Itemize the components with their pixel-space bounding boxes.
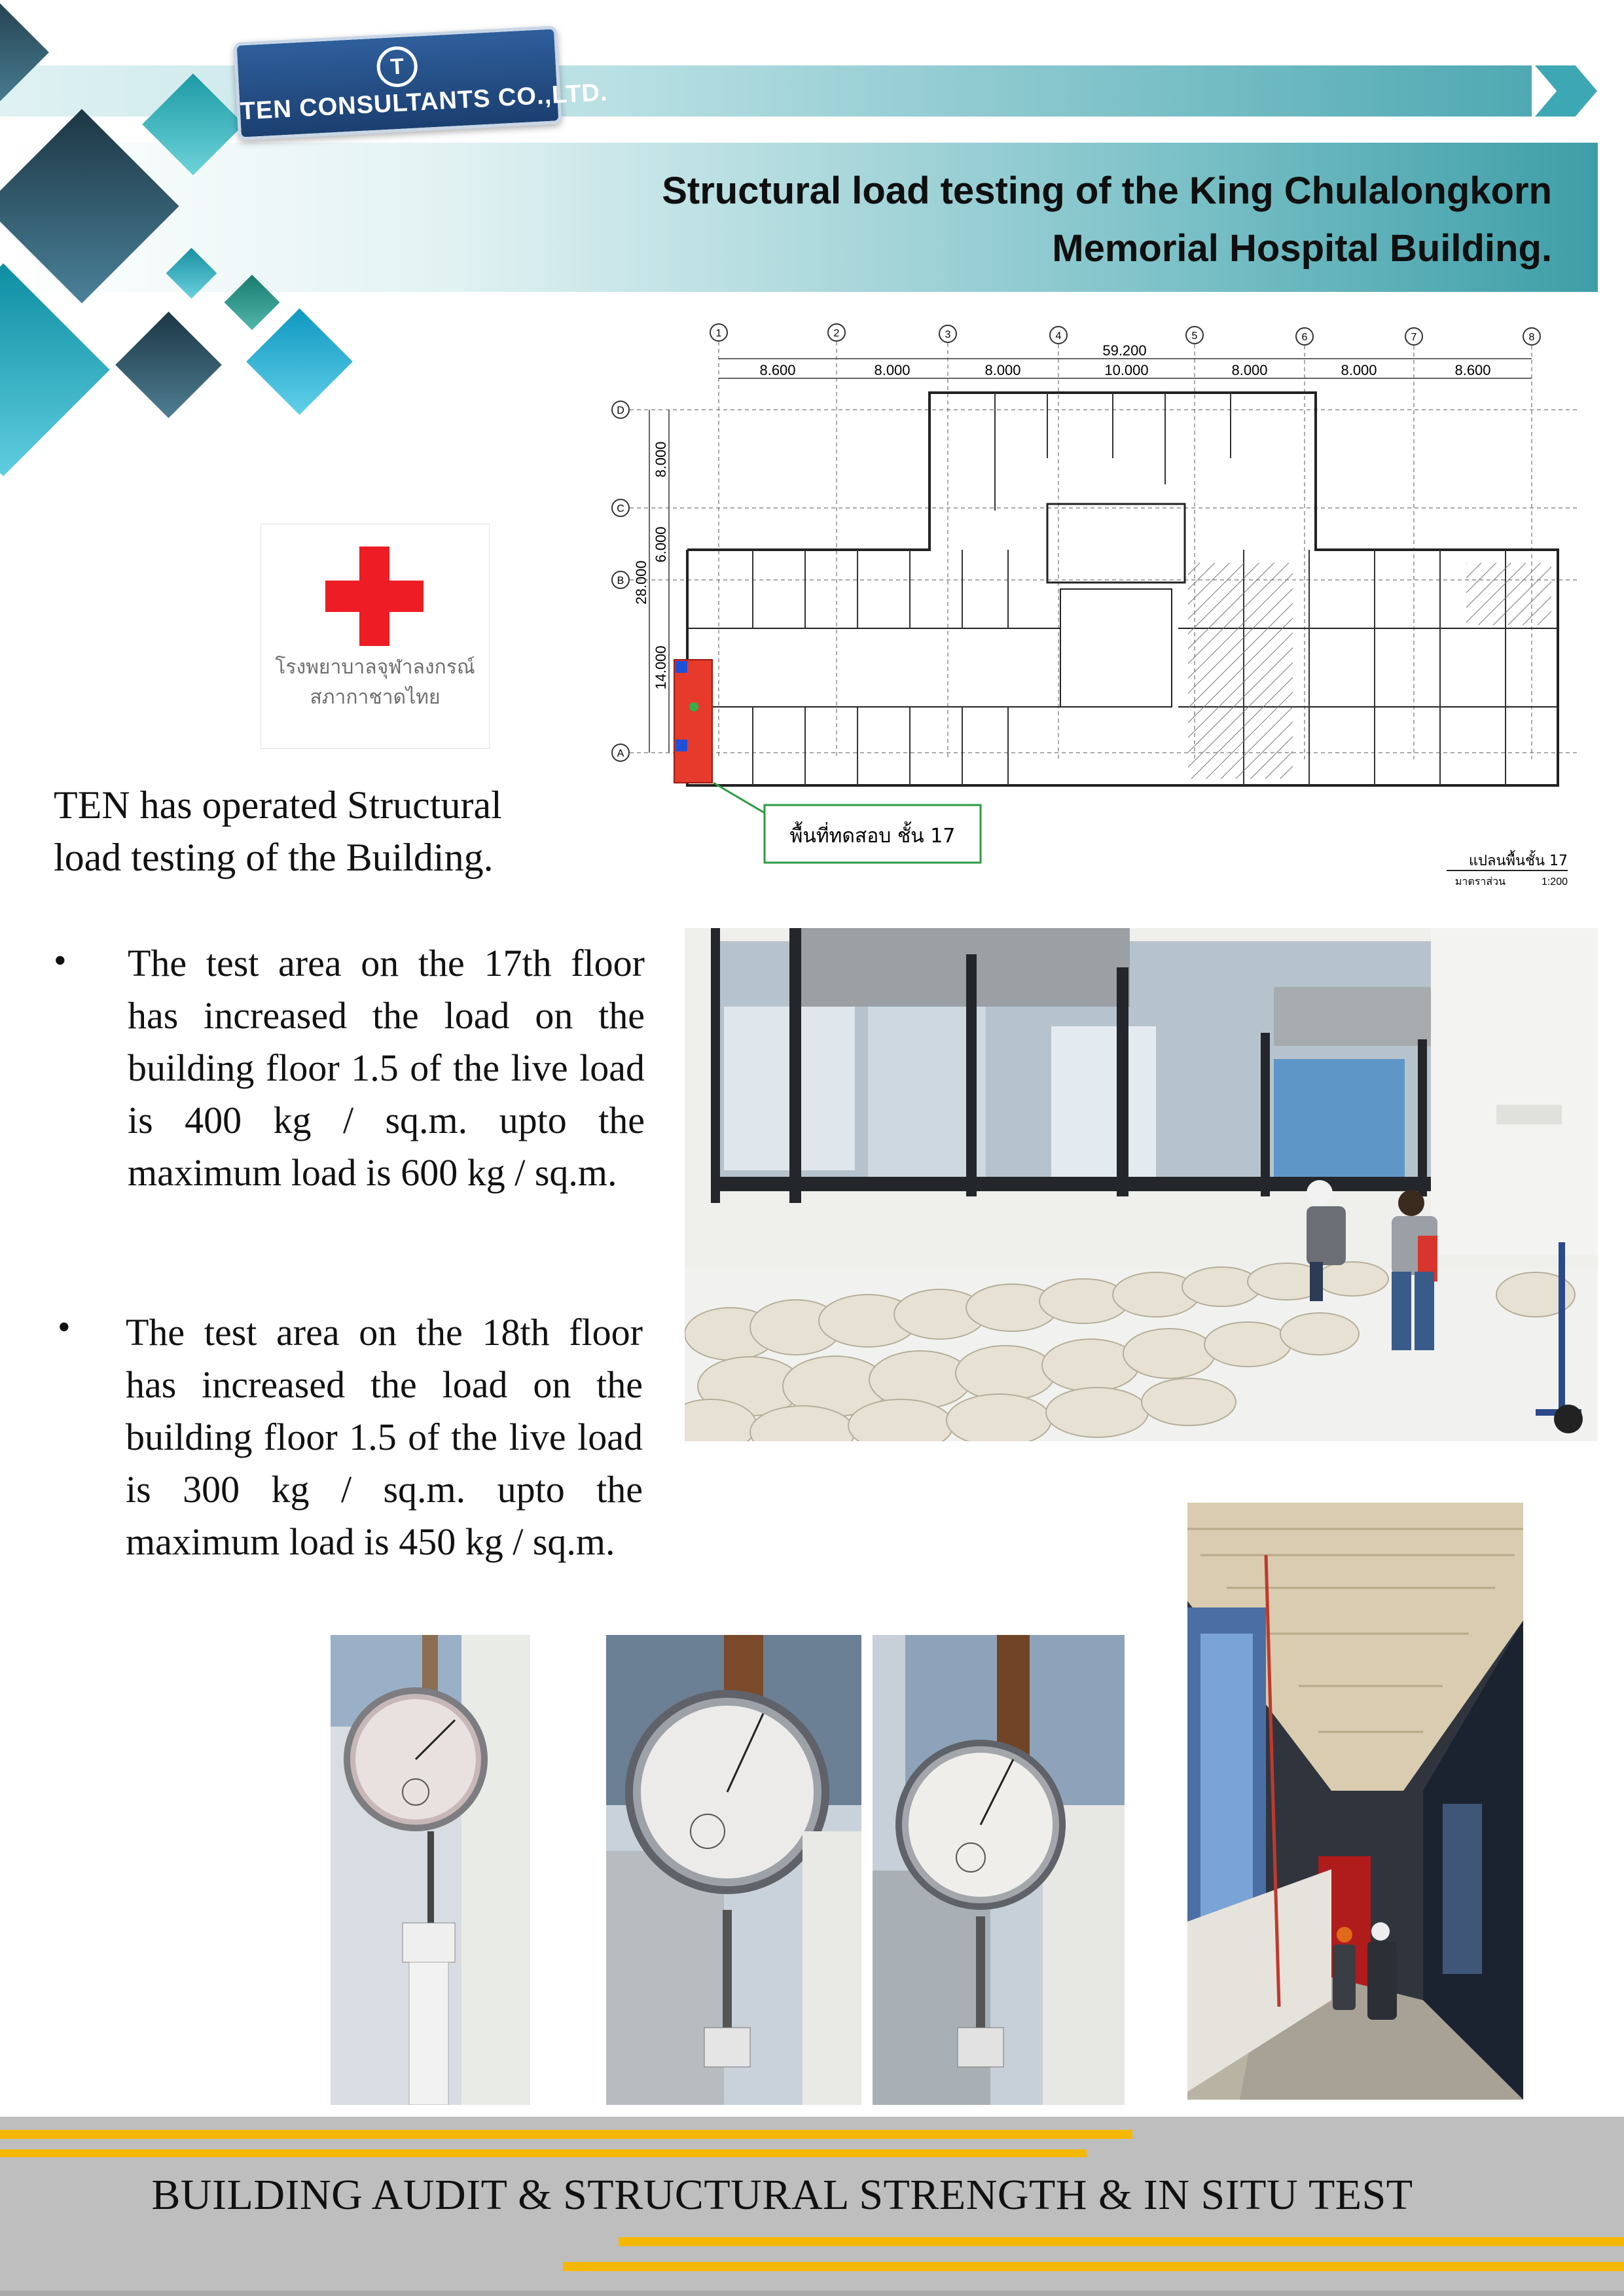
overall-dimension: 59.200 — [1102, 342, 1147, 359]
span-dimension: 8.600 — [1454, 362, 1491, 378]
axis-label: 8 — [1528, 332, 1535, 343]
span-dimension: 8.000 — [984, 362, 1021, 378]
footer-edge — [0, 2291, 1624, 2296]
header-band — [0, 65, 1532, 117]
company-logo — [233, 26, 609, 141]
axis-label: 6 — [1301, 332, 1308, 343]
page-title-line1: Structural load testing of the King Chulalongkorn — [662, 170, 1552, 212]
company-logo-icon: T — [376, 45, 418, 88]
axis-label: A — [617, 748, 624, 759]
hospital-logo — [261, 524, 490, 749]
decor-diamond — [115, 312, 222, 418]
span-dimension: 8.000 — [1341, 362, 1377, 378]
left-total-dimension: 28.000 — [633, 560, 649, 605]
axis-label: C — [617, 503, 624, 514]
span-dimension: 10.000 — [1104, 362, 1149, 378]
plan-title: แปลนพื้นชั้น 17 — [1468, 853, 1568, 869]
left-dimension: 8.000 — [653, 441, 669, 478]
axis-label: B — [617, 575, 624, 586]
axis-label: 2 — [833, 328, 840, 339]
footer-title: BUILDING AUDIT & STRUCTURAL STRENGTH & IN SITU TEST — [151, 2171, 1413, 2219]
dial-gauge-photo — [873, 1635, 1125, 2105]
test-area-label: พื้นที่ทดสอบ ชั้น 17 — [789, 825, 956, 848]
axis-label: 3 — [945, 329, 951, 340]
test-area-marker — [674, 660, 712, 783]
floor-plan — [589, 314, 1591, 903]
footer-stripe — [619, 2237, 1624, 2246]
axis-label: 4 — [1055, 331, 1062, 342]
corridor-measurement-photo — [1187, 1503, 1523, 2100]
hatched-zone — [1188, 563, 1293, 779]
span-dimension: 8.600 — [759, 362, 796, 378]
axis-label: 7 — [1411, 332, 1417, 343]
intro-text: TEN has operated Structural load testing of the Building. — [54, 783, 502, 879]
dial-gauge-photo — [331, 1635, 530, 2105]
page-title-line2: Memorial Hospital Building. — [1052, 227, 1552, 270]
header-arrow-icon — [1535, 65, 1597, 117]
hospital-name-line1: โรงพยาบาลจุฬาลงกรณ์ — [275, 656, 475, 679]
span-dimension: 8.000 — [1231, 362, 1268, 378]
bullet-marker: • — [54, 941, 67, 981]
red-cross-icon — [325, 581, 424, 612]
bullet-marker: • — [58, 1307, 71, 1348]
left-dimension: 14.000 — [653, 645, 669, 690]
decor-diamond — [246, 308, 353, 415]
scale-value: 1:200 — [1541, 876, 1568, 888]
company-logo-text: TEN CONSULTANTS CO.,LTD. — [239, 79, 609, 126]
hospital-name — [261, 653, 489, 713]
hospital-name-line2: สภากาชาดไทย — [310, 686, 441, 709]
bullet-17th-floor: The test area on the 17th floor has increased the load on the building floor 1.5 of the live load is 400 kg / sq.m. upto the maximum load is 600 kg / sq.m. — [128, 942, 645, 1194]
axis-label: 1 — [715, 328, 722, 339]
dial-gauge-photo — [606, 1635, 861, 2105]
scale-label: มาตราส่วน — [1454, 875, 1506, 888]
bullet-18th-floor: The test area on the 18th floor has increased the load on the building floor 1.5 of the live load is 300 kg / sq.m. upto the maximum load is 450 kg / sq.m. — [126, 1311, 643, 1563]
span-dimension: 8.000 — [874, 362, 911, 378]
sandbag-load-photo — [685, 928, 1598, 1441]
page-title — [662, 162, 1552, 278]
footer-stripe — [0, 2149, 1087, 2157]
axis-label: 5 — [1191, 331, 1198, 342]
axis-label: D — [617, 405, 624, 416]
left-dimension: 6.000 — [653, 526, 669, 563]
footer-stripe — [563, 2262, 1624, 2271]
footer-stripe — [0, 2130, 1132, 2139]
hatched-zone — [1466, 563, 1551, 625]
decor-diamond — [0, 263, 110, 476]
